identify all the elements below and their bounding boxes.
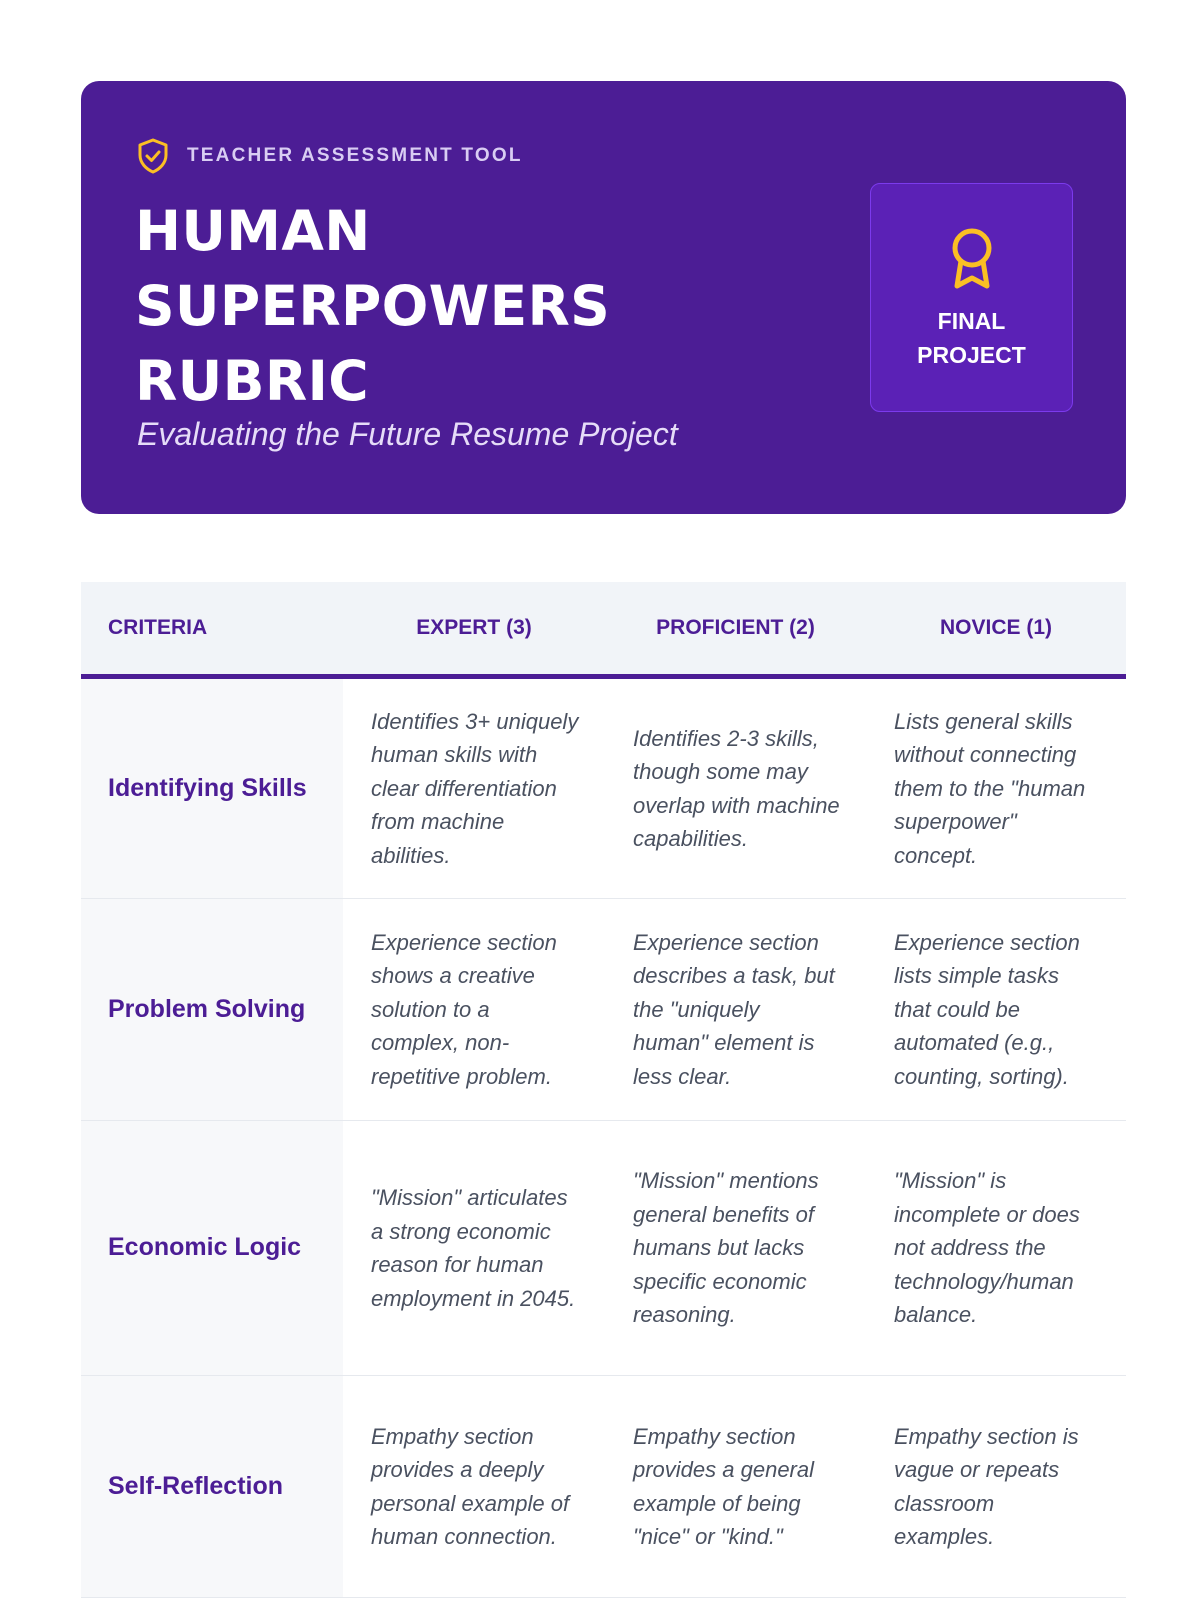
proficient-cell: Identifies 2-3 skills, though some may overlap with machine capabilities. xyxy=(605,677,866,899)
table-header-row xyxy=(81,582,1126,677)
novice-cell: Lists general skills without connecting them to the "human superpower" concept. xyxy=(866,677,1126,899)
proficient-cell: Empathy section provides a general example of being "nice" or "kind." xyxy=(605,1376,866,1598)
expert-cell: Experience section shows a creative solution to a complex, non-repetitive problem. xyxy=(343,899,605,1121)
expert-cell: Empathy section provides a deeply personal example of human connection. xyxy=(343,1376,605,1598)
novice-cell: Experience section lists simple tasks that could be automated (e.g., counting, sorting). xyxy=(866,899,1126,1121)
badge-label: FINAL PROJECT xyxy=(917,308,1026,368)
final-project-badge xyxy=(870,183,1073,412)
eyebrow xyxy=(137,138,523,174)
shield-check-icon xyxy=(137,138,169,174)
expert-cell: "Mission" articulates a strong economic reason for human employment in 2045. xyxy=(343,1121,605,1376)
criteria-cell: Economic Logic xyxy=(81,1121,343,1376)
header-banner xyxy=(81,81,1126,514)
column-header-expert: EXPERT (3) xyxy=(343,582,605,677)
column-header-proficient: PROFICIENT (2) xyxy=(605,582,866,677)
criteria-cell: Identifying Skills xyxy=(81,677,343,899)
rubric-table xyxy=(81,582,1126,1598)
expert-cell: Identifies 3+ uniquely human skills with clear differentiation from machine abilities. xyxy=(343,677,605,899)
table-row xyxy=(81,1121,1126,1376)
page-subtitle: Evaluating the Future Resume Project xyxy=(137,416,678,452)
column-header-novice: NOVICE (1) xyxy=(866,582,1126,677)
page-title: HUMAN SUPERPOWERS RUBRIC xyxy=(135,199,611,413)
novice-cell: "Mission" is incomplete or does not address the technology/human balance. xyxy=(866,1121,1126,1376)
column-header-criteria: CRITERIA xyxy=(81,582,343,677)
proficient-cell: "Mission" mentions general benefits of humans but lacks specific economic reasoning. xyxy=(605,1121,866,1376)
criteria-cell: Self-Reflection xyxy=(81,1376,343,1598)
table-row xyxy=(81,677,1126,899)
table-row xyxy=(81,1376,1126,1598)
proficient-cell: Experience section describes a task, but the "uniquely human" element is less clear. xyxy=(605,899,866,1121)
novice-cell: Empathy section is vague or repeats classroom examples. xyxy=(866,1376,1126,1598)
eyebrow-text: TEACHER ASSESSMENT TOOL xyxy=(187,145,523,166)
criteria-cell: Problem Solving xyxy=(81,899,343,1121)
table-row xyxy=(81,899,1126,1121)
